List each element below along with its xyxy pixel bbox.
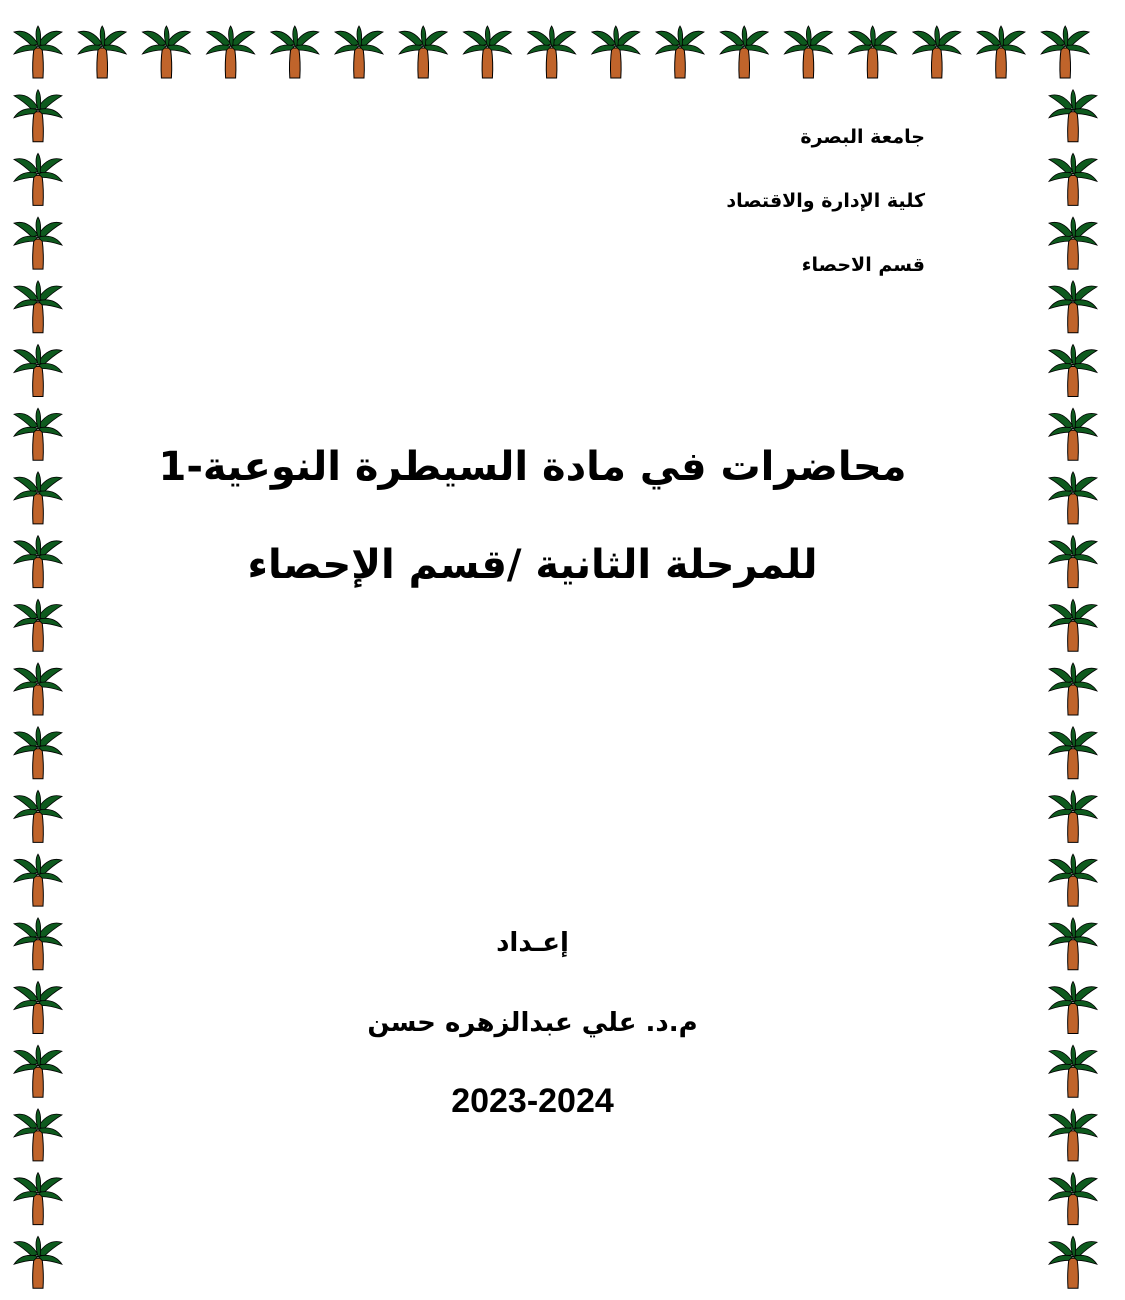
college-name: كلية الإدارة والاقتصاد	[726, 190, 925, 212]
university-name: جامعة البصرة	[800, 126, 925, 148]
author-name: م.د. علي عبدالزهره حسن	[367, 1008, 698, 1038]
department-name: قسم الاحصاء	[801, 254, 925, 276]
document-title: محاضرات في مادة السيطرة النوعية-1	[158, 444, 907, 490]
prepared-by-label: إعـداد	[496, 928, 569, 958]
document-subtitle: للمرحلة الثانية /قسم الإحصاء	[247, 542, 818, 588]
academic-year: 2023-2024	[451, 1082, 614, 1120]
